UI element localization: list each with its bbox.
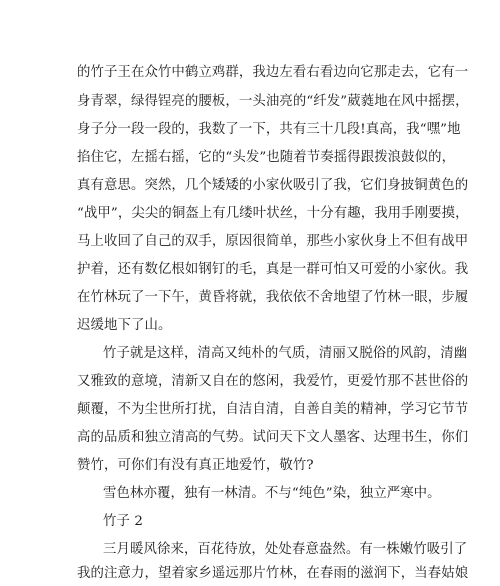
text-line: 颠覆，不为尘世所打扰，自洁自清，自善自美的精神，学习它节节 <box>77 402 469 417</box>
text-line: 身青翠，绿得锃亮的腰板，一头油亮的“纤发”葳蕤地在风中摇摆， <box>77 94 469 109</box>
text-line: 迟缓地下了山。 <box>77 318 172 333</box>
section-heading: 竹子 2 <box>103 514 143 529</box>
paragraph-first-line: 三月暖风徐来，百花待放，处处春意盎然。有一株嫩竹吸引了 <box>103 542 468 557</box>
text-line: “战甲”，尖尖的铜盔上有几缕叶状丝，十分有趣，我用手刚要摸， <box>77 206 469 221</box>
text-line: 又雅致的意境，清新又自在的悠闲，我爱竹，更爱竹那不甚世俗的 <box>77 374 469 389</box>
text-line: 我的注意力，望着家乡遥远那片竹林，在春雨的滋润下，当春姑娘 <box>77 566 469 581</box>
text-line: 马上收回了自己的双手，原因很简单，那些小家伙身上不但有战甲 <box>77 234 469 249</box>
text-line: 身子分一段一段的，我数了一下，共有三十几段!真高，我“嘿”地 <box>77 122 461 137</box>
text-line: 的竹子王在众竹中鹤立鸡群，我边左看右看边向它那走去，它有一 <box>77 65 469 80</box>
text-line: 赞竹，可你们有没有真正地爱竹，敬竹? <box>77 458 314 473</box>
poem-line: 雪色林亦覆，独有一林清。不与“纯色”染，独立严寒中。 <box>103 486 441 501</box>
paragraph-first-line: 竹子就是这样，清高又纯朴的气质，清丽又脱俗的风韵，清幽 <box>103 346 468 361</box>
text-line: 在竹林玩了一下午，黄昏将就，我依依不舍地望了竹林一眼，步履 <box>77 290 469 305</box>
text-line: 高的品质和独立清高的气势。试问天下文人墨客、达理书生，你们 <box>77 430 469 445</box>
text-line: 真有意思。突然，几个矮矮的小家伙吸引了我，它们身披铜黄色的 <box>77 178 469 193</box>
text-line: 护着，还有数亿根如钢钉的毛，真是一群可怕又可爱的小家伙。我 <box>77 262 469 277</box>
text-line: 掐住它，左摇右摇，它的“头发”也随着节奏摇得跟拨浪鼓似的， <box>77 150 456 165</box>
